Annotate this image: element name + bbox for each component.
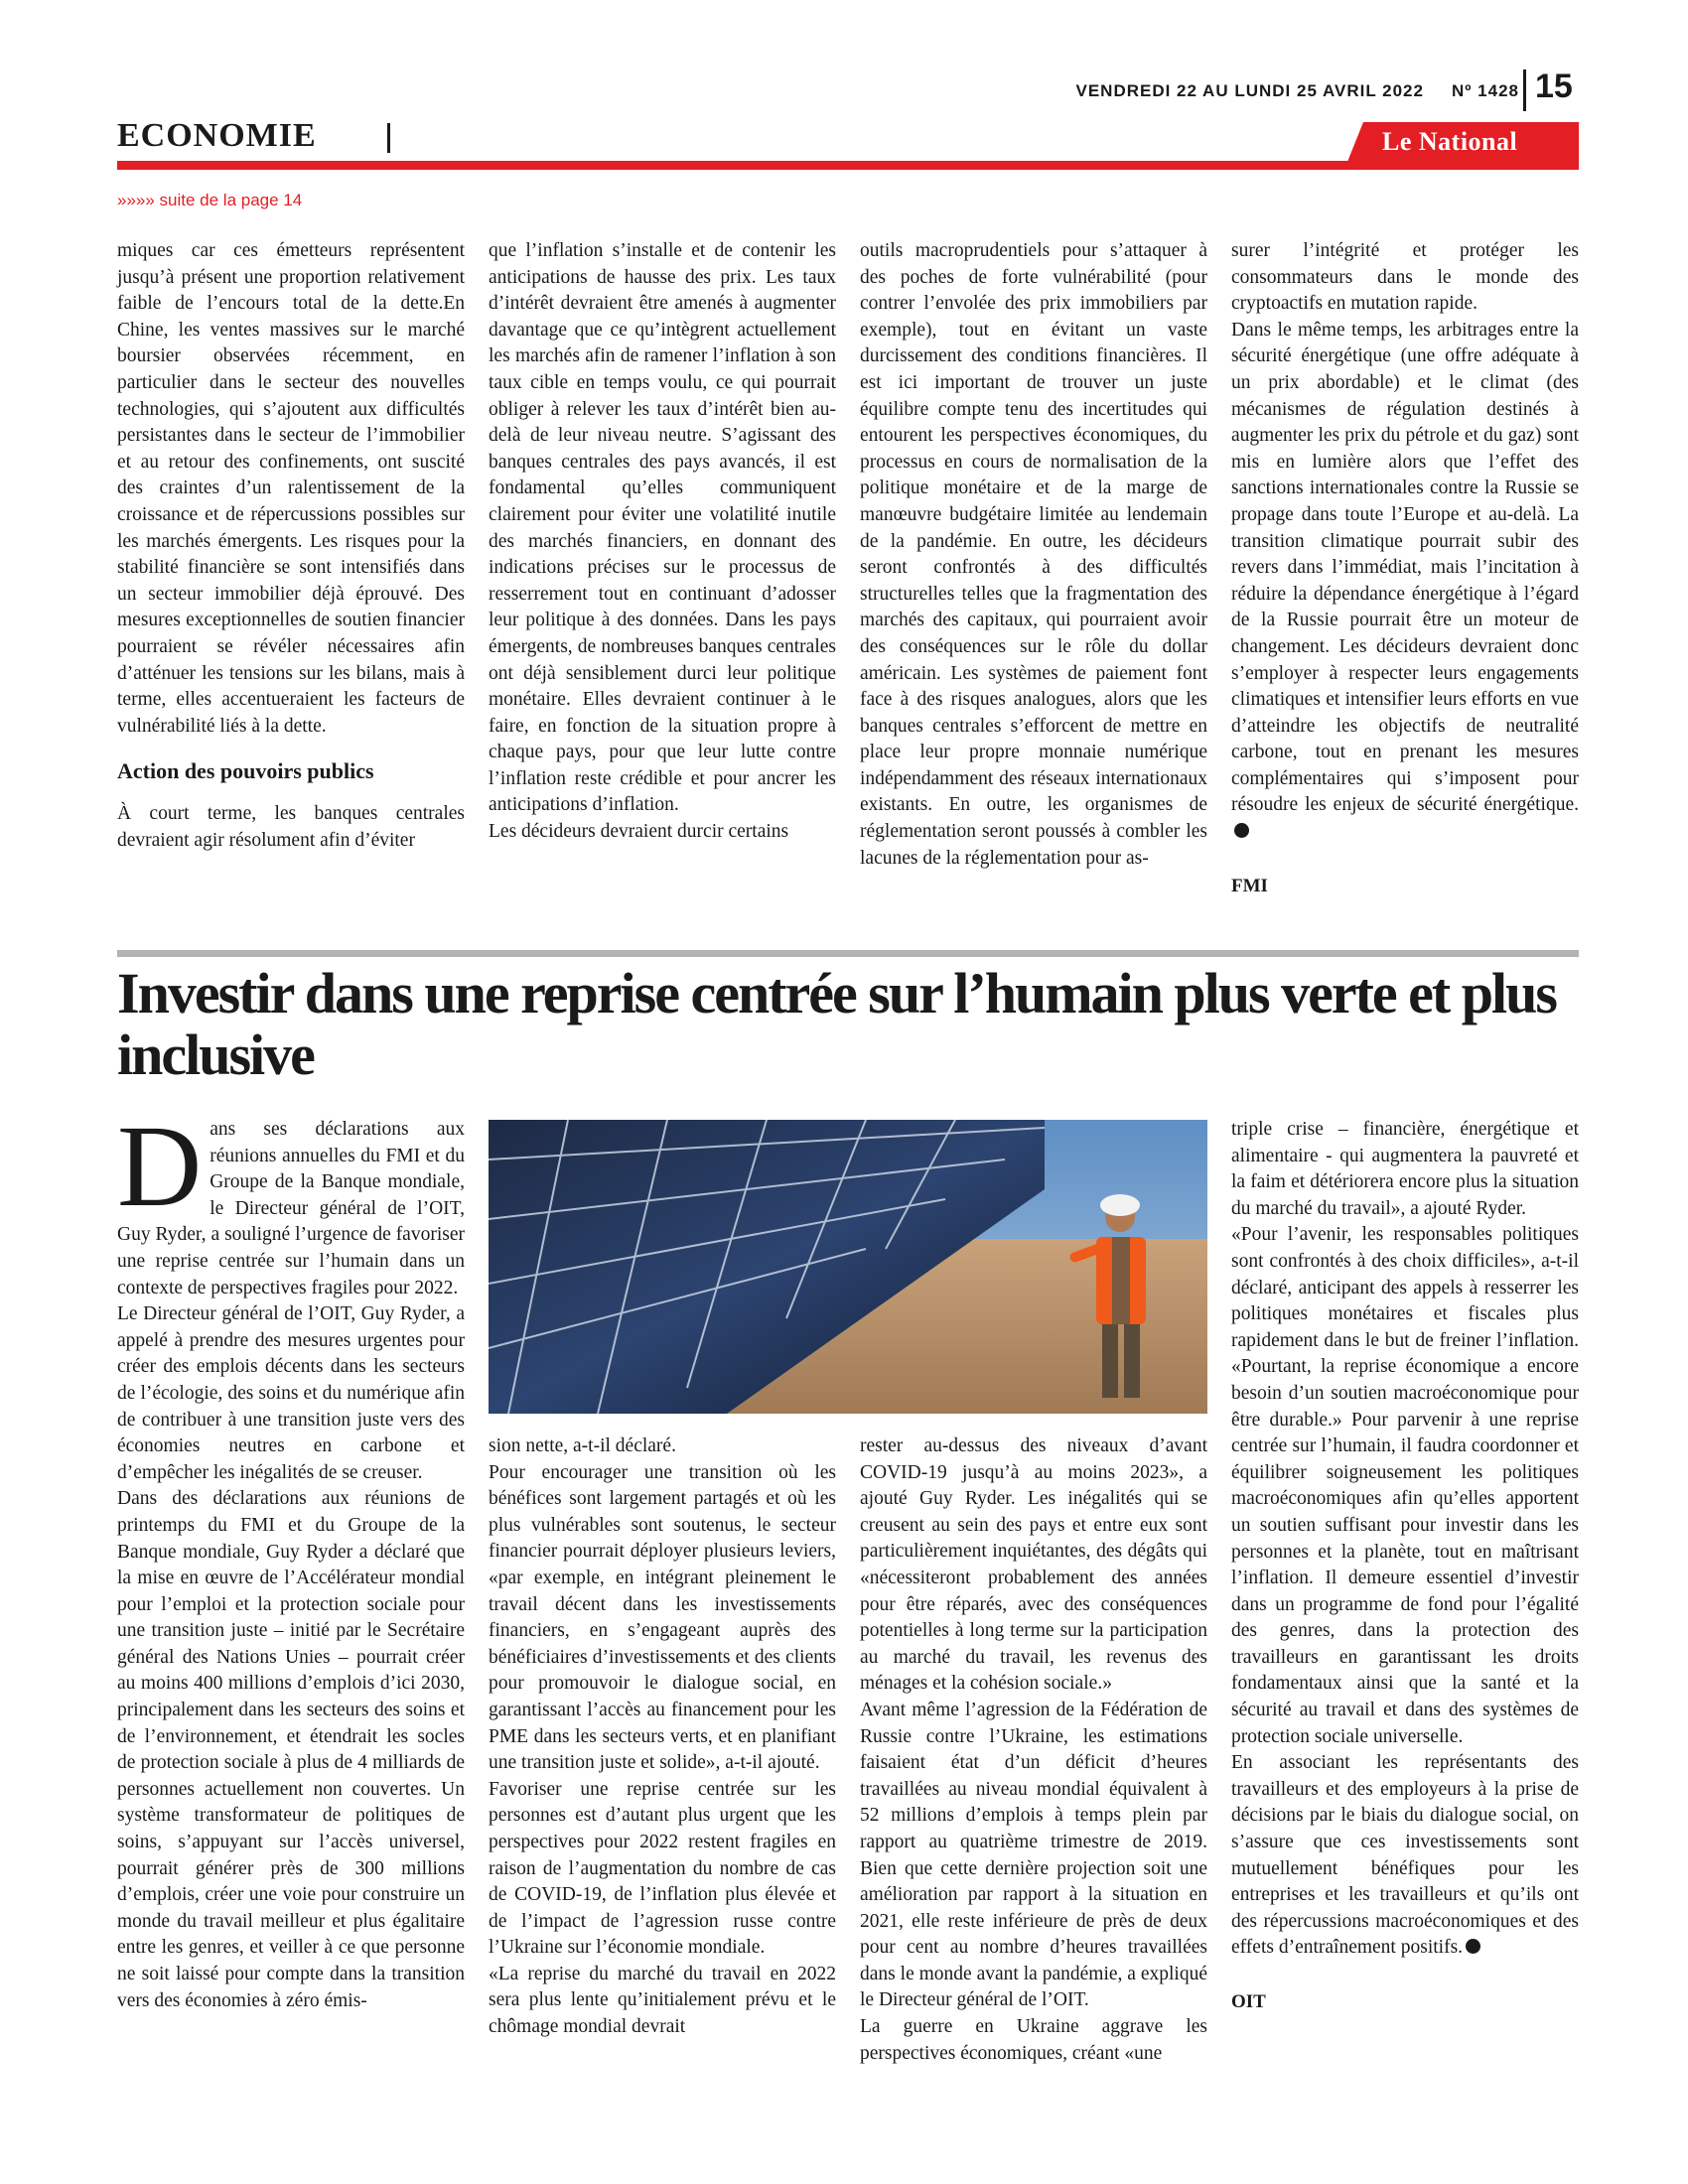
paragraph: outils macroprudentiels pour s’attaquer à des poches de forte vulnérabilité (pour contrer l’envolée des prix immobiliers par exemple), tout en évitant un vaste durcissement des conditions financières. Il est ici important de trouver un juste équilibre compte tenu des incertitudes qui entourent les perspectives économiques, du processus en cours de normalisation de la politique monétaire et de la marge de manœuvre budgétaire limitée au lendemain de la pandémie. En outre, les décideurs seront confrontés à des difficultés structurelles telles que la fragmentation des marchés des capitaux, qui pourraient avoir des conséquences sur le rôle du dollar américain. Les systèmes de paiement font face à des risques analogues, alors que les banques centrales s’efforcent de mettre en place leur propre monnaie numérique indépendamment des réseaux internationaux existants. En outre, les organismes de réglementation seront poussés à combler les lacunes de la réglementation pour as- <box>860 240 1207 869</box>
continued-from: »»»» suite de la page 14 <box>117 191 303 209</box>
paragraph: Favoriser une reprise centrée sur les personnes est d’autant plus urgent que les perspectives pour 2022 restent fragiles en raison de l’augmentation du nombre de cas de COVID-19, de l’inflation plus élevée et de l’impact de l’agression russe contre l’Ukraine sur l’économie mondiale. <box>489 1778 836 1959</box>
issue-date <box>963 81 1519 101</box>
paragraph: triple crise – financière, énergétique et alimentaire - qui augmentera la pauvreté et la faim et détériorera encore plus la situation du marché du travail», a ajouté Ryder. <box>1231 1119 1579 1219</box>
top-article-column-3 <box>860 238 1207 872</box>
article-headline: Investir dans une reprise centrée sur l’humain plus verte et plus inclusive <box>117 961 1556 1087</box>
paragraph: miques car ces émetteurs représentent jusqu’à présent une proportion relativement faible de l’encours total de la dette.En Chine, les ventes massives sur le marché boursier observées récemment, en particulier dans le secteur des nouvelles technologies, qui s’ajoutent aux difficultés persistantes dans le secteur de l’immobilier et au retour des confinements, ont suscité des craintes d’un ralentissement de la croissance et de répercussions possibles sur les marchés émergents. Les risques pour la stabilité financière se sont intensifiés dans un secteur immobilier déjà éprouvé. Des mesures exceptionnelles de soutien financier pourraient se révéler nécessaires afin d’atténuer les tensions sur les bilans, mais à terme, elles accentueraient les facteurs de vulnérabilité liés à la dette. <box>117 240 465 737</box>
issue-number: Nº 1428 <box>1451 81 1519 100</box>
paragraph: «La reprise du marché du travail en 2022 sera plus lente qu’initialement prévu et le chômage mondial devrait <box>489 1963 836 2038</box>
brand-name: Le National <box>1382 127 1518 156</box>
paragraph: Pour encourager une transition où les bénéfices sont largement partagés et où les plus vulnérables sont soutenus, le secteur financier pourrait déployer plusieurs leviers, «par exemple, en intégrant pleinement le travail décent dans les investissements financiers, en s’engageant auprès des bénéficiaires d’investissements et des clients pour promouvoir le dialogue social, en garantissant l’accès au financement pour les PME dans les secteurs verts, et en planifiant une transition juste et solide», a-t-il ajouté. <box>489 1461 836 1774</box>
paragraph: La guerre en Ukraine aggrave les perspectives économiques, créant «une <box>860 2016 1207 2064</box>
main-article-column-2 <box>489 1433 836 2041</box>
signature: FMI <box>1231 875 1268 896</box>
section-divider <box>387 123 390 153</box>
paragraph-text: Dans le même temps, les arbitrages entre la sécurité énergétique (une offre adéquate à un prix abordable) et le climat (des mécanismes de régulation destinés à augmenter les prix du pétrole et du gaz) sont mis en lumière alors que l’effet des sanctions internationales contre la Russie se propage dans toute l’Europe et au-delà. La transition climatique pourrait subir des revers dans l’immédiat, mais l’incitation à réduire la dépendance énergétique à l’égard de la Russie pourrait être un moteur de changement. Les décideurs devraient donc s’employer à respecter leurs engagements climatiques et intensifier leurs efforts en vue d’atteindre les objectifs de neutralité carbone, tout en prenant les mesures complémentaires qui s’imposent pour résoudre les enjeux de sécurité énergétique. <box>1231 319 1579 816</box>
paragraph: Avant même l’agression de la Fédération de Russie contre l’Ukraine, les estimations faisaient état d’un déficit d’heures travaillées au niveau mondial équivalent à 52 millions d’emplois à temps plein par rapport au quatrième trimestre de 2019. Bien que cette dernière projection soit une amélioration par rapport à la situation en 2021, elle reste inférieure de près de deux pour cent au nombre d’heures travaillées dans le monde avant la pandémie, a expliqué le Directeur général de l’OIT. <box>860 1699 1207 2011</box>
page-number-divider <box>1523 69 1526 111</box>
paragraph-end <box>1231 1750 1579 1962</box>
date-text: VENDREDI 22 AU LUNDI 25 AVRIL 2022 <box>1075 81 1424 100</box>
end-mark-icon <box>1234 823 1249 838</box>
drop-cap: D <box>117 1101 203 1231</box>
solar-panel-worker-photo-icon <box>489 1120 1207 1414</box>
main-article-column-1 <box>117 1101 465 2014</box>
article-divider <box>117 950 1579 957</box>
main-article-column-4 <box>1231 1117 1579 2016</box>
paragraph: «Pour l’avenir, les responsables politiques sont confrontés à des choix difficiles», a-t-il déclaré, anticipant des appels à resserrer les politiques monétaires et fiscales plus rapidement dans le but de freiner l’inflation. «Pourtant, la reprise économique a encore besoin d’un soutien macroéconomique pour être durable.» Pour parvenir à une reprise centrée sur l’humain, il faudra coordonner et équilibrer soigneusement les politiques macroéconomiques afin qu’elles apportent un soutien suffisant pour investir dans les personnes et la planète, tout en maîtrisant l’inflation. Il demeure essentiel d’investir dans un programme de fond pour l’égalité des genres, dans la protection des travailleurs en garantissant les droits fondamentaux ainsi que la santé et la sécurité au travail et dans des systèmes de protection sociale universelle. <box>1231 1224 1579 1747</box>
paragraph: À court terme, les banques centrales devraient agir résolument afin d’éviter <box>117 803 465 851</box>
top-article-column-4 <box>1231 238 1579 899</box>
subheading: Action des pouvoirs publics <box>117 758 374 784</box>
top-article-column-2 <box>489 238 836 846</box>
paragraph: surer l’intégrité et protéger les consommateurs dans le monde des cryptoactifs en mutation rapide. <box>1231 240 1579 315</box>
paragraph: Les décideurs devraient durcir certains <box>489 821 789 843</box>
page-number: 15 <box>1535 68 1573 105</box>
header-rule <box>117 161 1579 170</box>
main-article-column-3 <box>860 1433 1207 2067</box>
signature: OIT <box>1231 1991 1266 2012</box>
paragraph-text: ans ses déclarations aux réunions annuelles du FMI et du Groupe de la Banque mondiale, le Directeur général de l’OIT, Guy Ryder, a souligné l’urgence de favoriser une reprise centrée sur l’humain dans un contexte de perspectives fragiles pour 2022. <box>117 1119 465 1298</box>
paragraph: rester au-dessus des niveaux d’avant COVID-19 jusqu’à au moins 2023», a ajouté Guy Ryder. Les inégalités qui se creusent au sein des pays et entre eux sont particulièrement inquiétantes, des dégâts qui «nécessiteront probablement des années pour être réparés, avec des conséquences potentielles à long terme sur la participation au marché du travail, les revenus des ménages et la cohésion sociale.» <box>860 1435 1207 1695</box>
top-article-column-1 <box>117 238 465 854</box>
lead-paragraph <box>117 1101 465 1301</box>
paragraph-end <box>1231 318 1579 846</box>
paragraph: sion nette, a-t-il déclaré. <box>489 1435 676 1456</box>
paragraph-text: En associant les représentants des travailleurs et des employeurs à la prise de décisions par le biais du dialogue social, on s’assure que ces investissements sont mutuellement bénéfiques pour les entreprises et les travailleurs et qu’ils ont des répercussions macroéconomiques et des effets d’entraînement positifs. <box>1231 1752 1579 1959</box>
section-title: ECONOMIE <box>117 117 317 154</box>
end-mark-icon <box>1466 1939 1480 1954</box>
paragraph: Dans des déclarations aux réunions de printemps du FMI et du Groupe de la Banque mondiale, Guy Ryder a déclaré que la mise en œuvre de l’Accélérateur mondial pour l’emploi et la protection sociale pour une transition juste – initié par le Secrétaire général des Nations Unies – pourrait créer au moins 400 millions d’emplois d’ici 2030, principalement dans les secteurs des soins et de l’environnement, et étendrait les socles de protection sociale à plus de 4 milliards de personnes actuellement non couvertes. Un système transformateur de politiques de soins, s’appuyant sur l’accès universel, pourrait générer près de 300 millions d’emplois, créer une voie pour construire un monde du travail meilleur et plus égalitaire entre les genres, et veiller à ce que personne ne soit laissé pour compte dans la transition vers des économies à zéro émis- <box>117 1488 465 2011</box>
paragraph: que l’inflation s’installe et de contenir les anticipations de hausse des prix. Les taux d’intérêt devraient être amenés à augmenter davantage que ce qu’intègrent actuellement les marchés afin de ramener l’inflation à son taux cible en temps voulu, ce qui pourrait obliger à relever les taux d’intérêt bien au-delà de leur niveau neutre. S’agissant des banques centrales des pays avancés, il est fondamental qu’elles communiquent clairement pour éviter une volatilité inutile des marchés financiers, en donnant des indications précises sur le processus de resserrement tout en continuant d’adosser leur politique à des données. Dans les pays émergents, de nombreuses banques centrales ont déjà sensiblement durci leur politique monétaire. Elles devraient continuer à le faire, en fonction de la situation propre à chaque pays, pour que leur lutte contre l’inflation reste crédible et pour ancrer les anticipations d’inflation. <box>489 240 836 816</box>
solar-panel-photo <box>489 1120 1207 1414</box>
paragraph: Le Directeur général de l’OIT, Guy Ryder, a appelé à prendre des mesures urgentes pour créer des emplois décents dans les secteurs de l’écologie, des soins et du numérique afin de contribuer à une transition juste vers des économies neutres en carbone et d’empêcher les inégalités de se creuser. <box>117 1303 465 1483</box>
